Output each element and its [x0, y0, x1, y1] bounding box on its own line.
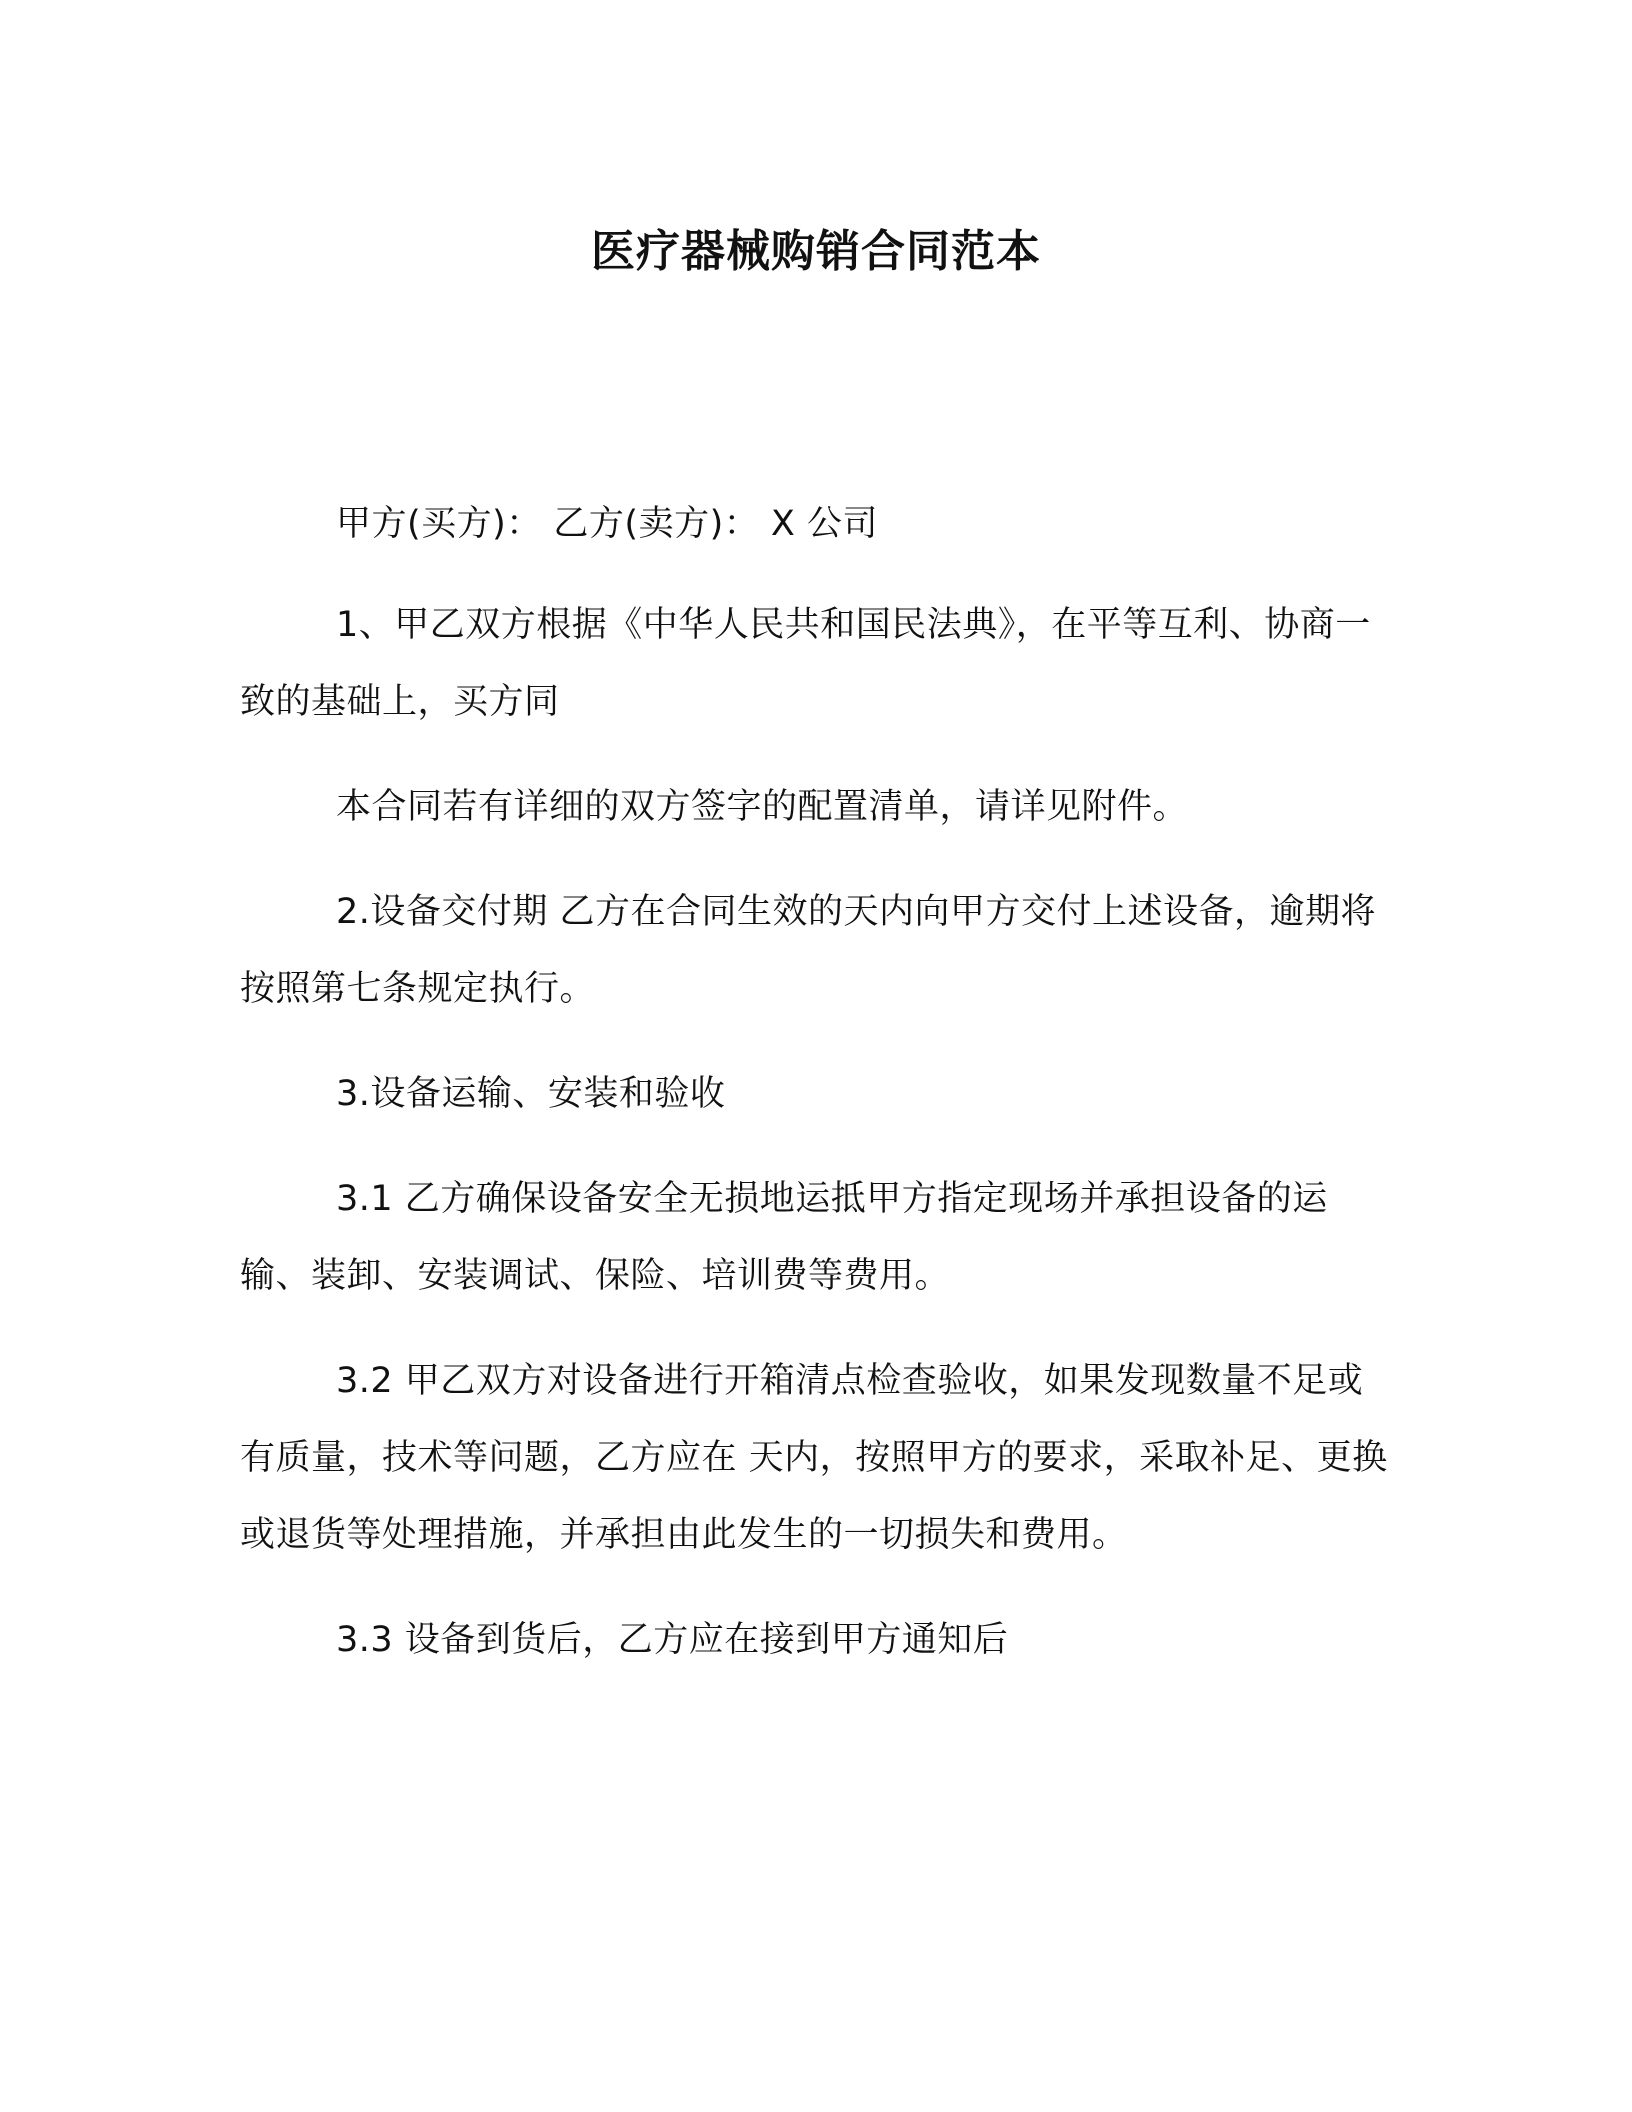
parties-line: 甲方(买方)： 乙方(卖方)： X 公司 — [336, 504, 878, 544]
document-title: 医疗器械购销合同范本 — [591, 226, 1041, 277]
clause-3-1: 3.1 乙方确保设备安全无损地运抵甲方指定现场并承担设备的运输、装卸、安装调试、保险、培训费等费用。 — [240, 1179, 1328, 1296]
clause-3-heading: 3.设备运输、安装和验收 — [336, 1074, 726, 1114]
document-body — [240, 486, 1392, 1707]
clause-3-2: 3.2 甲乙双方对设备进行开箱清点检查验收，如果发现数量不足或有质量，技术等问题，乙方应在 天内，按照甲方的要求，采取补足、更换或退货等处理措施，并承担由此发生的一切损失和费用。 — [240, 1361, 1388, 1555]
clause-3-3: 3.3 设备到货后，乙方应在接到甲方通知后 — [336, 1620, 1009, 1660]
attachment-note: 本合同若有详细的双方签字的配置清单，请详见附件。 — [336, 787, 1189, 827]
clause-2: 2.设备交付期 乙方在合同生效的天内向甲方交付上述设备，逾期将按照第七条规定执行。 — [240, 892, 1377, 1009]
clause-1: 1、甲乙双方根据《中华人民共和国民法典》，在平等互利、协商一致的基础上，买方同 — [240, 605, 1371, 722]
